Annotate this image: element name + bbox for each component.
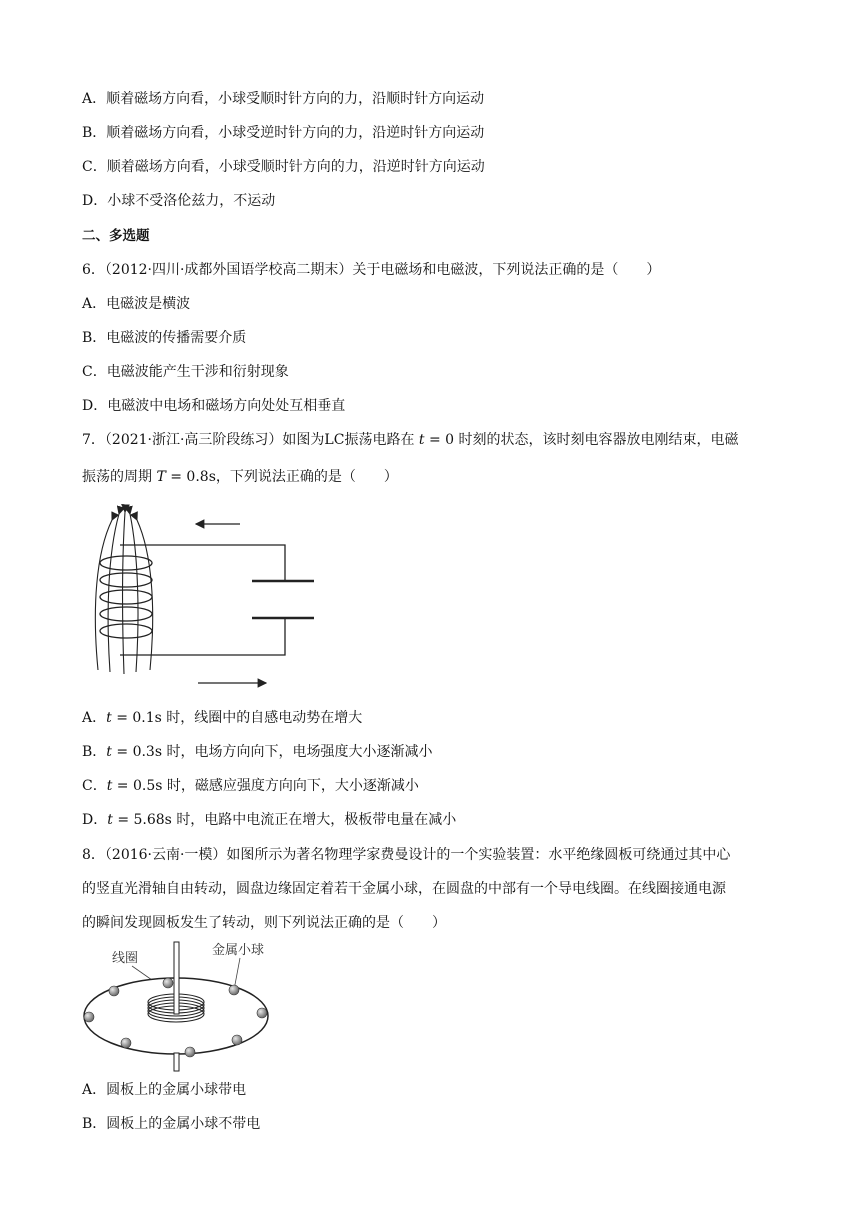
feynman-disk-figure bbox=[80, 938, 280, 1073]
metal-ball bbox=[229, 985, 239, 995]
metal-ball bbox=[185, 1047, 195, 1057]
q7-option-a: A．t = 0.1s 时，线圈中的自感电动势在增大 bbox=[82, 710, 363, 726]
q8-stem-line3: 的瞬间发现圆板发生了转动，则下列说法正确的是（ ） bbox=[82, 915, 446, 931]
q5-option-b: B．顺着磁场方向看，小球受逆时针方向的力，沿逆时针方向运动 bbox=[82, 125, 485, 141]
q7-option-d: D．t = 5.68s 时，电路中电流正在增大，极板带电量在减小 bbox=[82, 812, 457, 828]
coil-label: 线圈 bbox=[112, 951, 139, 966]
capacitor-icon bbox=[252, 581, 314, 618]
metal-ball bbox=[257, 1008, 267, 1018]
metal-ball bbox=[109, 986, 119, 996]
q8-option-a: A．圆板上的金属小球带电 bbox=[82, 1082, 247, 1098]
q7-option-c: C．t = 0.5s 时，磁感应强度方向向下，大小逐渐减小 bbox=[82, 778, 419, 794]
metal-ball bbox=[163, 978, 173, 988]
q8-option-b: B．圆板上的金属小球不带电 bbox=[82, 1116, 261, 1132]
q6-option-d: D．电磁波中电场和磁场方向处处互相垂直 bbox=[82, 398, 346, 414]
q6-option-c: C．电磁波能产生干涉和衍射现象 bbox=[82, 364, 289, 380]
q7-stem-line1: 7．（2021·浙江·高三阶段练习）如图为LC振荡电路在 t = 0 时刻的状态，该时刻电容器放电刚结束，电磁 bbox=[82, 432, 739, 448]
q6-option-a: A．电磁波是横波 bbox=[82, 296, 191, 312]
metal-ball bbox=[84, 1012, 94, 1022]
q5-option-d: D．小球不受洛伦兹力，不运动 bbox=[82, 193, 276, 209]
q6-option-b: B．电磁波的传播需要介质 bbox=[82, 330, 247, 346]
q6-stem: 6．（2012·四川·成都外国语学校高二期末）关于电磁场和电磁波，下列说法正确的是（ ） bbox=[82, 262, 661, 278]
metal-ball bbox=[232, 1035, 242, 1045]
q5-option-c: C．顺着磁场方向看，小球受顺时针方向的力，沿逆时针方向运动 bbox=[82, 159, 485, 175]
circuit-wires bbox=[120, 545, 285, 655]
lc-circuit-figure bbox=[80, 508, 330, 693]
q5-option-a: A．顺着磁场方向看，小球受顺时针方向的力，沿顺时针方向运动 bbox=[82, 91, 485, 107]
coil-icon bbox=[100, 556, 152, 638]
coil-label-leader bbox=[132, 966, 152, 980]
q8-stem-line2: 的竖直光滑轴自由转动，圆盘边缘固定着若干金属小球，在圆盘的中部有一个导电线圈。在线圈接通电源 bbox=[82, 881, 726, 897]
metal-ball bbox=[121, 1038, 131, 1048]
q8-stem-line1: 8．（2016·云南·一模）如图所示为著名物理学家费曼设计的一个实验装置：水平绝缘圆板可绕通过其中心 bbox=[82, 847, 731, 863]
section-title-multiple-choice: 二、多选题 bbox=[82, 228, 150, 244]
axle-through-coil bbox=[174, 942, 179, 1014]
metal-ball-label: 金属小球 bbox=[212, 943, 265, 958]
q7-stem-line2: 振荡的周期 T = 0.8s，下列说法正确的是（ ） bbox=[82, 469, 398, 485]
q7-option-b: B．t = 0.3s 时，电场方向向下，电场强度大小逐渐减小 bbox=[82, 744, 433, 760]
axle-bottom bbox=[174, 1053, 179, 1071]
